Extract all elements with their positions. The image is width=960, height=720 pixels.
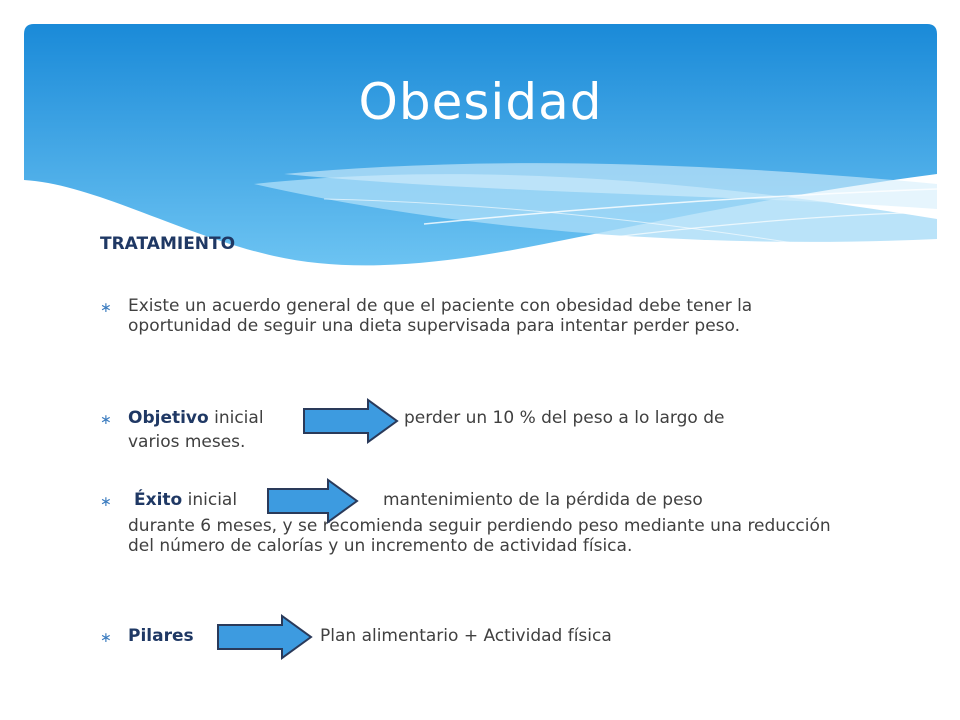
objetivo-continuation: varios meses. — [128, 432, 246, 452]
section-heading: TRATAMIENTO — [100, 234, 236, 254]
slide-content — [100, 232, 860, 256]
objetivo-description: perder un 10 % del peso a lo largo de — [404, 408, 725, 428]
slide-title: Obesidad — [358, 73, 603, 131]
label-pilares: Pilares — [128, 626, 194, 646]
exito-continuation: durante 6 meses, y se recomienda seguir perdiendo peso mediante una reducción del número de calorías y un incremento de actividad física. — [128, 516, 831, 556]
bullet-icon: ∗ — [100, 412, 112, 428]
pilares-description: Plan alimentario + Actividad física — [320, 626, 612, 646]
bullet-icon: ∗ — [100, 494, 112, 510]
arrow-right-icon — [302, 398, 400, 444]
bullet-icon: ∗ — [100, 300, 112, 316]
arrow-right-icon — [216, 614, 314, 660]
label-exito: Éxito — [134, 490, 183, 510]
exito-description: mantenimiento de la pérdida de peso — [383, 490, 703, 510]
arrow-right-icon — [266, 478, 360, 524]
label-suffix: inicial — [187, 490, 238, 510]
label-objetivo: Objetivo — [128, 408, 209, 428]
label-suffix: inicial — [214, 408, 264, 428]
bullet-icon: ∗ — [100, 630, 112, 646]
bullet-text: Existe un acuerdo general de que el paciente con obesidad debe tener la oportunidad de seguir una dieta supervisada para intentar perder peso. — [128, 296, 753, 336]
